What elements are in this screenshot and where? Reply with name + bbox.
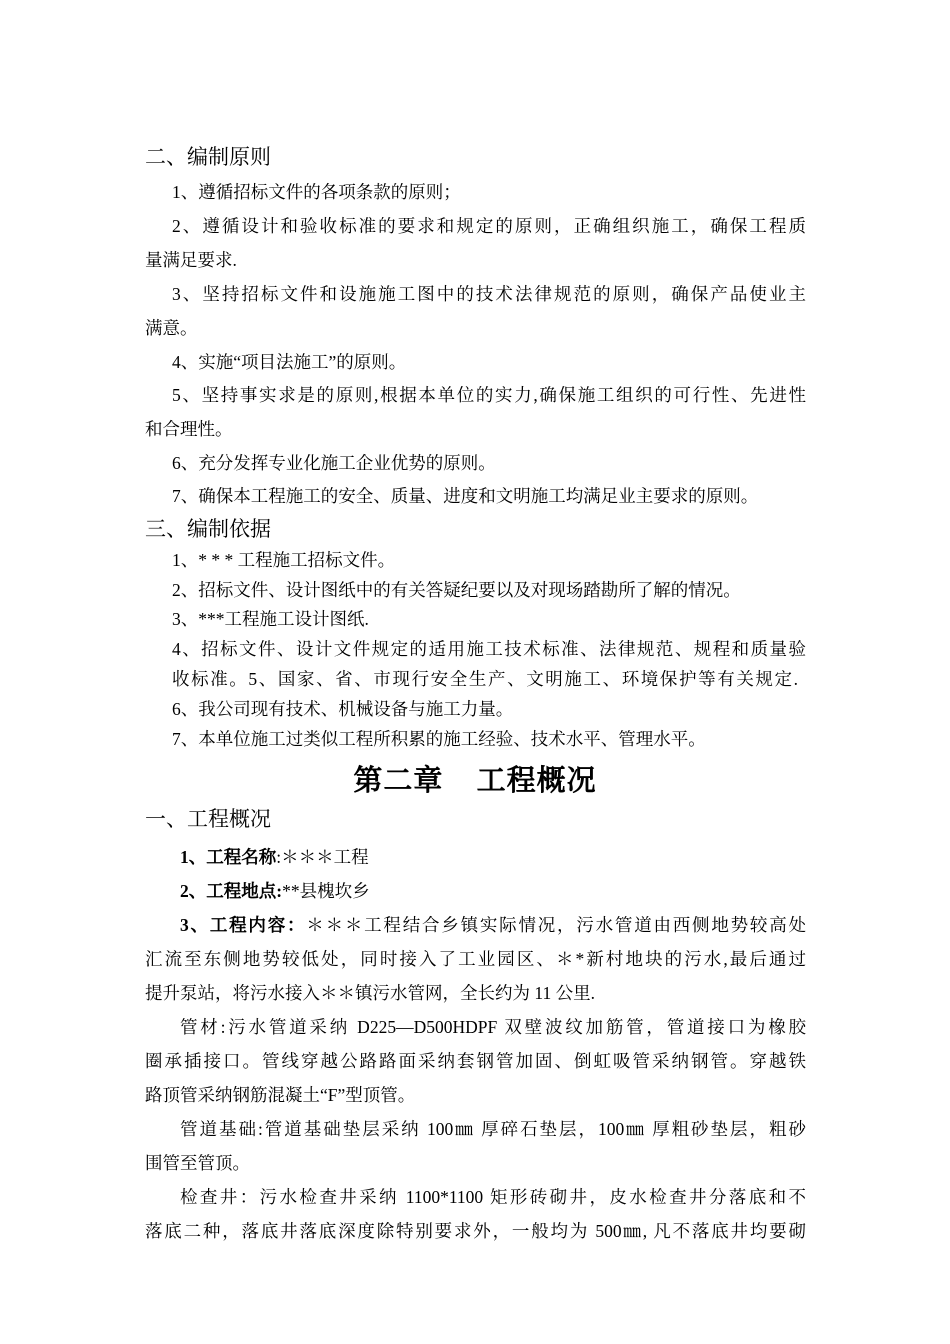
- principle-item-5: 5、坚持事实求是的原则,根据本单位的实力,确保施工组织的可行性、先进性: [172, 385, 806, 405]
- pipe-material-line-2: 圈承插接口。管线穿越公路路面采纳套钢管加固、倒虹吸管采纳钢管。穿越铁: [145, 1051, 806, 1071]
- project-content-label: 3、工程内容：: [180, 915, 307, 935]
- chapter-title: 第二章 工程概况: [353, 763, 597, 797]
- principle-item-2: 2、遵循设计和验收标准的要求和规定的原则，正确组织施工，确保工程质: [172, 216, 806, 236]
- principle-item-7: 7、确保本工程施工的安全、质量、进度和文明施工均满足业主要求的原则。: [172, 486, 759, 506]
- basis-item-7: 7、本单位施工过类似工程所积累的施工经验、技术水平、管理水平。: [172, 729, 706, 749]
- basis-item-4: 4、招标文件、设计文件规定的适用施工技术标准、法律规范、规程和质量验: [172, 639, 806, 659]
- project-content-text: ＊＊＊工程结合乡镇实际情况，污水管道由西侧地势较高处: [306, 915, 807, 935]
- pipe-foundation-line-2: 围管至管顶。: [145, 1153, 250, 1173]
- project-content-line-2: 汇流至东侧地势较低处，同时接入了工业园区、＊*新村地块的污水,最后通过: [145, 949, 806, 969]
- project-content-line-3: 提升泵站，将污水接入＊＊镇污水管网，全长约为 11 公里.: [145, 983, 595, 1003]
- principle-item-3: 3、坚持招标文件和设施施工图中的技术法律规范的原则，确保产品使业主: [172, 284, 806, 304]
- project-location-value: **县槐坎乡: [282, 881, 370, 901]
- basis-item-6: 6、我公司现有技术、机械设备与施工力量。: [172, 699, 514, 719]
- project-location-label: 2、工程地点:: [180, 881, 283, 901]
- basis-item-4-cont: 收标准。5、国家、省、市现行安全生产、文明施工、环境保护等有关规定.: [172, 669, 798, 689]
- principle-item-3-cont: 满意。: [145, 318, 198, 338]
- project-content-line-1: [180, 913, 806, 937]
- section-heading-overview: 一、工程概况: [145, 807, 271, 831]
- section-heading-basis: 三、编制依据: [145, 517, 271, 541]
- principle-item-2-cont: 量满足要求.: [145, 250, 237, 270]
- principle-item-4: 4、实施“项目法施工”的原则。: [172, 352, 407, 372]
- principle-item-5-cont: 和合理性。: [145, 419, 233, 439]
- basis-item-2: 2、招标文件、设计图纸中的有关答疑纪要以及对现场踏勘所了解的情况。: [172, 580, 741, 600]
- project-name-label: 1、工程名称: [180, 847, 277, 867]
- pipe-material-line-3: 路顶管采纳钢筋混凝土“F”型顶管。: [145, 1085, 416, 1105]
- section-heading-principles: 二、编制原则: [145, 145, 271, 169]
- project-name-value: :＊＊＊工程: [276, 847, 369, 867]
- principle-item-1: 1、遵循招标文件的各项条款的原则；: [172, 182, 461, 202]
- project-location-line: [180, 879, 370, 903]
- project-name-line: [180, 845, 369, 869]
- basis-item-3: 3、***工程施工设计图纸.: [172, 609, 369, 629]
- pipe-foundation-line-1: 管道基础:管道基础垫层采纳 100㎜ 厚碎石垫层，100㎜ 厚粗砂垫层，粗砂: [180, 1119, 806, 1139]
- principle-item-6: 6、充分发挥专业化施工企业优势的原则。: [172, 453, 496, 473]
- manhole-line-1: 检查井：污水检查井采纳 1100*1100 矩形砖砌井，皮水检查井分落底和不: [180, 1187, 806, 1207]
- basis-item-1: 1、* * * 工程施工招标文件。: [172, 550, 396, 570]
- manhole-line-2: 落底二种，落底井落底深度除特别要求外，一般均为 500㎜, 凡不落底井均要砌: [145, 1221, 806, 1241]
- pipe-material-line-1: 管材:污水管道采纳 D225—D500HDPF 双壁波纹加筋管，管道接口为橡胶: [180, 1017, 806, 1037]
